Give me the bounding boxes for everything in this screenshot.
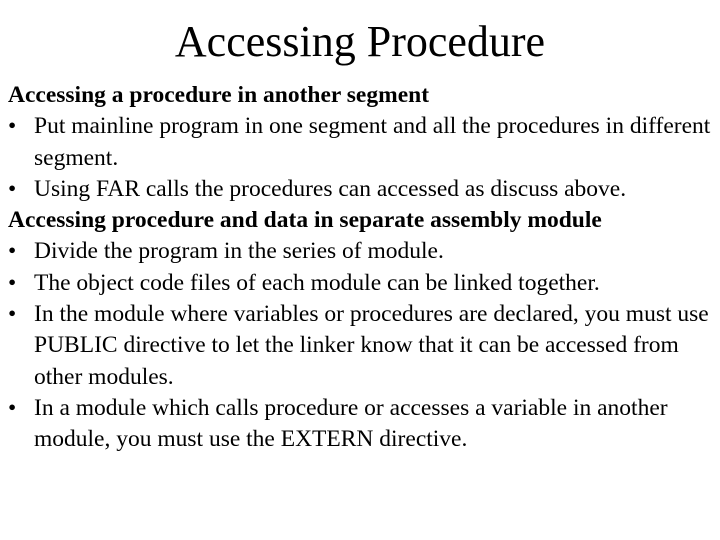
bullet-text: Using FAR calls the procedures can accessed as discuss above.: [34, 175, 627, 202]
section-heading-separate-module: Accessing procedure and data in separate assembly module: [8, 207, 602, 234]
bullet-text: The object code files of each module can be linked together.: [34, 269, 600, 296]
bullet-item: [8, 236, 713, 267]
bullet-item: [8, 299, 713, 393]
bullet-marker: •: [8, 238, 17, 265]
slide-body: [8, 80, 713, 456]
bullet-marker: •: [8, 175, 17, 202]
bullet-marker: •: [8, 113, 17, 140]
slide-title: Accessing Procedure: [174, 17, 546, 66]
bullet-item: [8, 393, 713, 456]
bullet-item: [8, 268, 713, 299]
bullet-marker: •: [8, 269, 17, 296]
bullet-item: [8, 111, 713, 174]
section-heading-other-segment: Accessing a procedure in another segment: [8, 82, 430, 108]
bullet-item: [8, 174, 713, 205]
bullet-text: Divide the program in the series of module.: [34, 238, 444, 265]
bullet-text: In a module which calls procedure or accesses a variable in another module, you must use the EXTERN directive.: [34, 394, 668, 453]
bullet-marker: •: [8, 301, 17, 328]
bullet-marker: •: [8, 394, 17, 421]
bullet-text: In the module where variables or procedures are declared, you must use PUBLIC directive to let the linker know that it can be accessed from other modules.: [34, 301, 709, 390]
bullet-text: Put mainline program in one segment and all the procedures in different segment.: [34, 113, 711, 171]
